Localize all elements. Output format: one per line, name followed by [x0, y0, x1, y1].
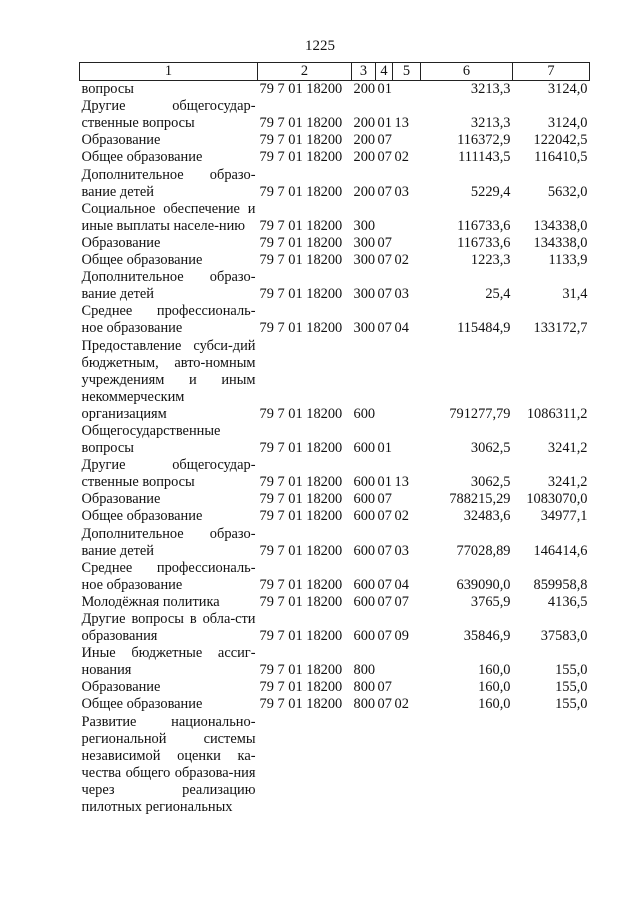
row-section-cell: 07 [377, 679, 392, 696]
row-name-cell: Иные бюджетные ассиг-нования [81, 645, 256, 679]
row-section-cell: 07 [377, 696, 392, 713]
row-value-col6-cell: 3062,5 [470, 474, 511, 491]
row-section-cell: 07 [377, 183, 392, 200]
row-name-cell: Образование [81, 491, 161, 508]
row-name-cell: Общее образование [81, 252, 203, 269]
row-name-cell: Другие вопросы в обла-сти образования [81, 611, 256, 645]
row-expense-type-cell: 600 [353, 593, 376, 610]
row-value-col7-cell: 3124,0 [547, 115, 588, 132]
table-row [80, 457, 590, 491]
row-subsection-cell [393, 338, 421, 423]
row-value-col6-cell: 160,0 [478, 662, 511, 679]
row-subsection-cell [393, 235, 421, 252]
row-expense-type-cell: 800 [353, 696, 376, 713]
row-subsection-cell [393, 132, 421, 149]
row-expense-type-cell: 600 [353, 508, 376, 525]
row-subsection-cell: 03 [394, 542, 409, 559]
row-value-col6-cell: 77028,89 [456, 542, 511, 559]
row-value-col6-cell: 35846,9 [463, 628, 511, 645]
row-name-cell: Развитие национально-региональной системы независимой оценки ка-чества общего образова-ния через реализацию пилотных региональных [81, 713, 256, 816]
row-value-col7-cell: 5632,0 [547, 183, 588, 200]
row-subsection-cell [393, 491, 421, 508]
row-name-cell: Дополнительное образо-вание детей [81, 269, 256, 303]
row-value-col7-cell: 37583,0 [540, 628, 588, 645]
row-expense-type-cell: 300 [353, 234, 376, 251]
row-value-col7-cell: 116410,5 [534, 149, 588, 166]
table-row [80, 269, 590, 303]
row-value-col7-cell: 34977,1 [540, 508, 588, 525]
table-header [80, 63, 590, 81]
table-row [80, 560, 590, 594]
row-value-col6-cell: 111143,5 [458, 149, 511, 166]
row-code-cell [258, 714, 352, 817]
row-value-col7-cell: 134338,0 [533, 217, 588, 234]
row-name-cell: Образование [81, 679, 161, 696]
table-row [80, 303, 590, 337]
row-value-col6-cell: 3213,3 [470, 115, 511, 132]
row-expense-type-cell [352, 714, 376, 817]
row-expense-type-cell: 800 [353, 679, 376, 696]
row-expense-type-cell: 300 [353, 217, 376, 234]
table-body [80, 81, 590, 817]
row-section-cell: 07 [377, 542, 392, 559]
table-row [80, 508, 590, 525]
row-code-cell: 79 7 01 18200 [259, 474, 343, 491]
row-value-col6-cell: 5229,4 [470, 183, 511, 200]
row-section-cell: 01 [377, 115, 392, 132]
row-section-cell: 01 [377, 81, 392, 98]
page-number: 1225 [305, 38, 335, 54]
row-section-cell: 07 [377, 234, 392, 251]
row-subsection-cell: 02 [394, 696, 409, 713]
row-value-col6-cell: 116733,6 [457, 217, 511, 234]
row-expense-type-cell: 600 [353, 542, 376, 559]
row-value-col6-cell: 788215,29 [449, 491, 511, 508]
row-expense-type-cell: 300 [353, 252, 376, 269]
column-header-5: 5 [393, 63, 421, 81]
row-value-col6-cell: 116733,6 [457, 234, 511, 251]
row-value-col6-cell: 639090,0 [456, 576, 511, 593]
row-name-cell: Общее образование [81, 696, 203, 713]
row-name-cell: Социальное обеспечение и иные выплаты населе-нию [81, 200, 256, 234]
row-subsection-cell [393, 423, 421, 457]
row-expense-type-cell: 200 [353, 132, 376, 149]
row-code-cell: 79 7 01 18200 [259, 491, 343, 508]
row-name-cell: Образование [81, 132, 161, 149]
row-section-cell [376, 645, 393, 679]
row-name-cell: вопросы [81, 81, 134, 98]
row-expense-type-cell: 600 [353, 405, 376, 422]
row-value-col6-cell: 3213,3 [470, 81, 511, 98]
row-value-col7-cell: 155,0 [555, 696, 588, 713]
row-value-col7-cell: 859958,8 [533, 576, 588, 593]
row-name-cell: Предоставление субси-дий бюджетным, авто-номным учреждениям и иным некоммерческим организациям [81, 337, 256, 422]
row-subsection-cell: 13 [394, 115, 409, 132]
row-code-cell: 79 7 01 18200 [259, 508, 343, 525]
row-value-col6-cell [421, 714, 513, 817]
row-subsection-cell: 02 [394, 508, 409, 525]
row-name-cell: Другие общегосудар-ственные вопросы [81, 457, 256, 491]
table-row [80, 423, 590, 457]
row-expense-type-cell: 200 [353, 183, 376, 200]
row-code-cell: 79 7 01 18200 [259, 576, 343, 593]
row-subsection-cell: 03 [394, 286, 409, 303]
row-code-cell: 79 7 01 18200 [259, 81, 343, 98]
row-subsection-cell [393, 714, 421, 817]
row-expense-type-cell: 600 [353, 576, 376, 593]
row-code-cell: 79 7 01 18200 [259, 405, 343, 422]
row-section-cell: 07 [377, 320, 392, 337]
table-row [80, 252, 590, 269]
table-row [80, 149, 590, 166]
row-subsection-cell: 13 [394, 474, 409, 491]
row-subsection-cell: 02 [394, 252, 409, 269]
row-value-col7-cell: 122042,5 [533, 132, 588, 149]
row-name-cell: Общее образование [81, 508, 203, 525]
row-value-col6-cell: 25,4 [485, 286, 511, 303]
row-code-cell: 79 7 01 18200 [259, 662, 343, 679]
table-row [80, 167, 590, 201]
table-row [80, 81, 590, 99]
row-value-col7-cell [513, 714, 590, 817]
row-value-col6-cell: 791277,79 [449, 405, 511, 422]
column-header-1: 1 [80, 63, 258, 81]
table-row [80, 132, 590, 149]
row-section-cell: 07 [377, 628, 392, 645]
column-header-3: 3 [352, 63, 376, 81]
row-section-cell: 07 [377, 252, 392, 269]
row-value-col7-cell: 3124,0 [547, 81, 588, 98]
row-name-cell: Дополнительное образо-вание детей [81, 166, 256, 200]
table-row [80, 696, 590, 713]
row-section-cell: 07 [377, 132, 392, 149]
row-value-col7-cell: 133172,7 [533, 320, 588, 337]
row-subsection-cell: 04 [394, 320, 409, 337]
table-row [80, 235, 590, 252]
row-code-cell: 79 7 01 18200 [259, 286, 343, 303]
row-section-cell: 07 [377, 593, 392, 610]
table-row [80, 526, 590, 560]
row-name-cell: Молодёжная политика [81, 593, 220, 610]
row-expense-type-cell: 200 [353, 81, 376, 98]
budget-table [79, 62, 590, 816]
row-code-cell: 79 7 01 18200 [259, 234, 343, 251]
row-section-cell: 01 [377, 474, 392, 491]
row-expense-type-cell: 200 [353, 149, 376, 166]
table-row [80, 201, 590, 235]
row-expense-type-cell: 600 [353, 440, 376, 457]
row-subsection-cell: 02 [394, 149, 409, 166]
row-code-cell: 79 7 01 18200 [259, 542, 343, 559]
column-header-6: 6 [421, 63, 513, 81]
row-value-col6-cell: 160,0 [478, 679, 511, 696]
row-value-col7-cell: 3241,2 [547, 440, 588, 457]
table-row [80, 98, 590, 132]
column-header-2: 2 [258, 63, 352, 81]
row-section-cell [376, 338, 393, 423]
row-name-cell: Среднее профессиональ-ное образование [81, 303, 256, 337]
row-subsection-cell [393, 679, 421, 696]
row-subsection-cell: 04 [394, 576, 409, 593]
row-section-cell: 07 [377, 576, 392, 593]
row-expense-type-cell: 300 [353, 320, 376, 337]
row-subsection-cell: 03 [394, 183, 409, 200]
row-code-cell: 79 7 01 18200 [259, 593, 343, 610]
row-value-col6-cell: 32483,6 [463, 508, 511, 525]
row-value-col6-cell: 1223,3 [470, 252, 511, 269]
row-value-col7-cell: 4136,5 [547, 593, 588, 610]
row-name-cell: Общее образование [81, 149, 203, 166]
row-code-cell: 79 7 01 18200 [259, 696, 343, 713]
row-name-cell: Общегосударственные вопросы [81, 422, 221, 457]
row-value-col7-cell: 1083070,0 [526, 491, 588, 508]
column-header-4: 4 [376, 63, 393, 81]
row-subsection-cell: 09 [394, 628, 409, 645]
row-expense-type-cell: 600 [353, 474, 376, 491]
row-value-col7-cell: 1133,9 [548, 252, 588, 269]
row-code-cell: 79 7 01 18200 [259, 679, 343, 696]
row-value-col6-cell: 115484,9 [457, 320, 511, 337]
row-section-cell [376, 714, 393, 817]
row-value-col7-cell: 155,0 [555, 679, 588, 696]
table-row [80, 714, 590, 817]
row-name-cell: Образование [81, 234, 161, 251]
row-value-col7-cell: 31,4 [562, 286, 588, 303]
row-name-cell: Дополнительное образо-вание детей [81, 525, 256, 559]
row-section-cell: 07 [377, 508, 392, 525]
row-value-col6-cell: 160,0 [478, 696, 511, 713]
row-code-cell: 79 7 01 18200 [259, 320, 343, 337]
table-row [80, 338, 590, 423]
row-value-col7-cell: 155,0 [555, 662, 588, 679]
row-section-cell: 01 [377, 440, 392, 457]
row-expense-type-cell: 600 [353, 491, 376, 508]
row-code-cell: 79 7 01 18200 [259, 149, 343, 166]
row-subsection-cell [393, 81, 421, 99]
row-expense-type-cell: 800 [353, 662, 376, 679]
row-value-col7-cell: 146414,6 [533, 542, 588, 559]
row-expense-type-cell: 600 [353, 628, 376, 645]
table-row [80, 645, 590, 679]
row-code-cell: 79 7 01 18200 [259, 183, 343, 200]
row-code-cell: 79 7 01 18200 [259, 440, 343, 457]
row-section-cell [376, 201, 393, 235]
row-name-cell: Среднее профессиональ-ное образование [81, 559, 256, 593]
row-subsection-cell [393, 201, 421, 235]
row-code-cell: 79 7 01 18200 [259, 628, 343, 645]
row-value-col7-cell: 1086311,2 [526, 405, 588, 422]
row-code-cell: 79 7 01 18200 [259, 132, 343, 149]
row-name-cell: Другие общегосудар-ственные вопросы [81, 98, 256, 132]
table-row [80, 679, 590, 696]
row-section-cell: 07 [377, 149, 392, 166]
row-value-col6-cell: 3062,5 [470, 440, 511, 457]
row-code-cell: 79 7 01 18200 [259, 252, 343, 269]
row-code-cell: 79 7 01 18200 [259, 217, 343, 234]
row-section-cell: 07 [377, 286, 392, 303]
table-row [80, 611, 590, 645]
row-value-col7-cell: 134338,0 [533, 234, 588, 251]
column-header-7: 7 [513, 63, 590, 81]
row-value-col6-cell: 3765,9 [470, 593, 511, 610]
table-row [80, 491, 590, 508]
row-section-cell: 07 [377, 491, 392, 508]
row-expense-type-cell: 200 [353, 115, 376, 132]
row-expense-type-cell: 300 [353, 286, 376, 303]
row-subsection-cell [393, 645, 421, 679]
row-code-cell: 79 7 01 18200 [259, 115, 343, 132]
row-subsection-cell: 07 [394, 593, 409, 610]
row-value-col6-cell: 116372,9 [457, 132, 511, 149]
table-row [80, 594, 590, 611]
row-value-col7-cell: 3241,2 [547, 474, 588, 491]
